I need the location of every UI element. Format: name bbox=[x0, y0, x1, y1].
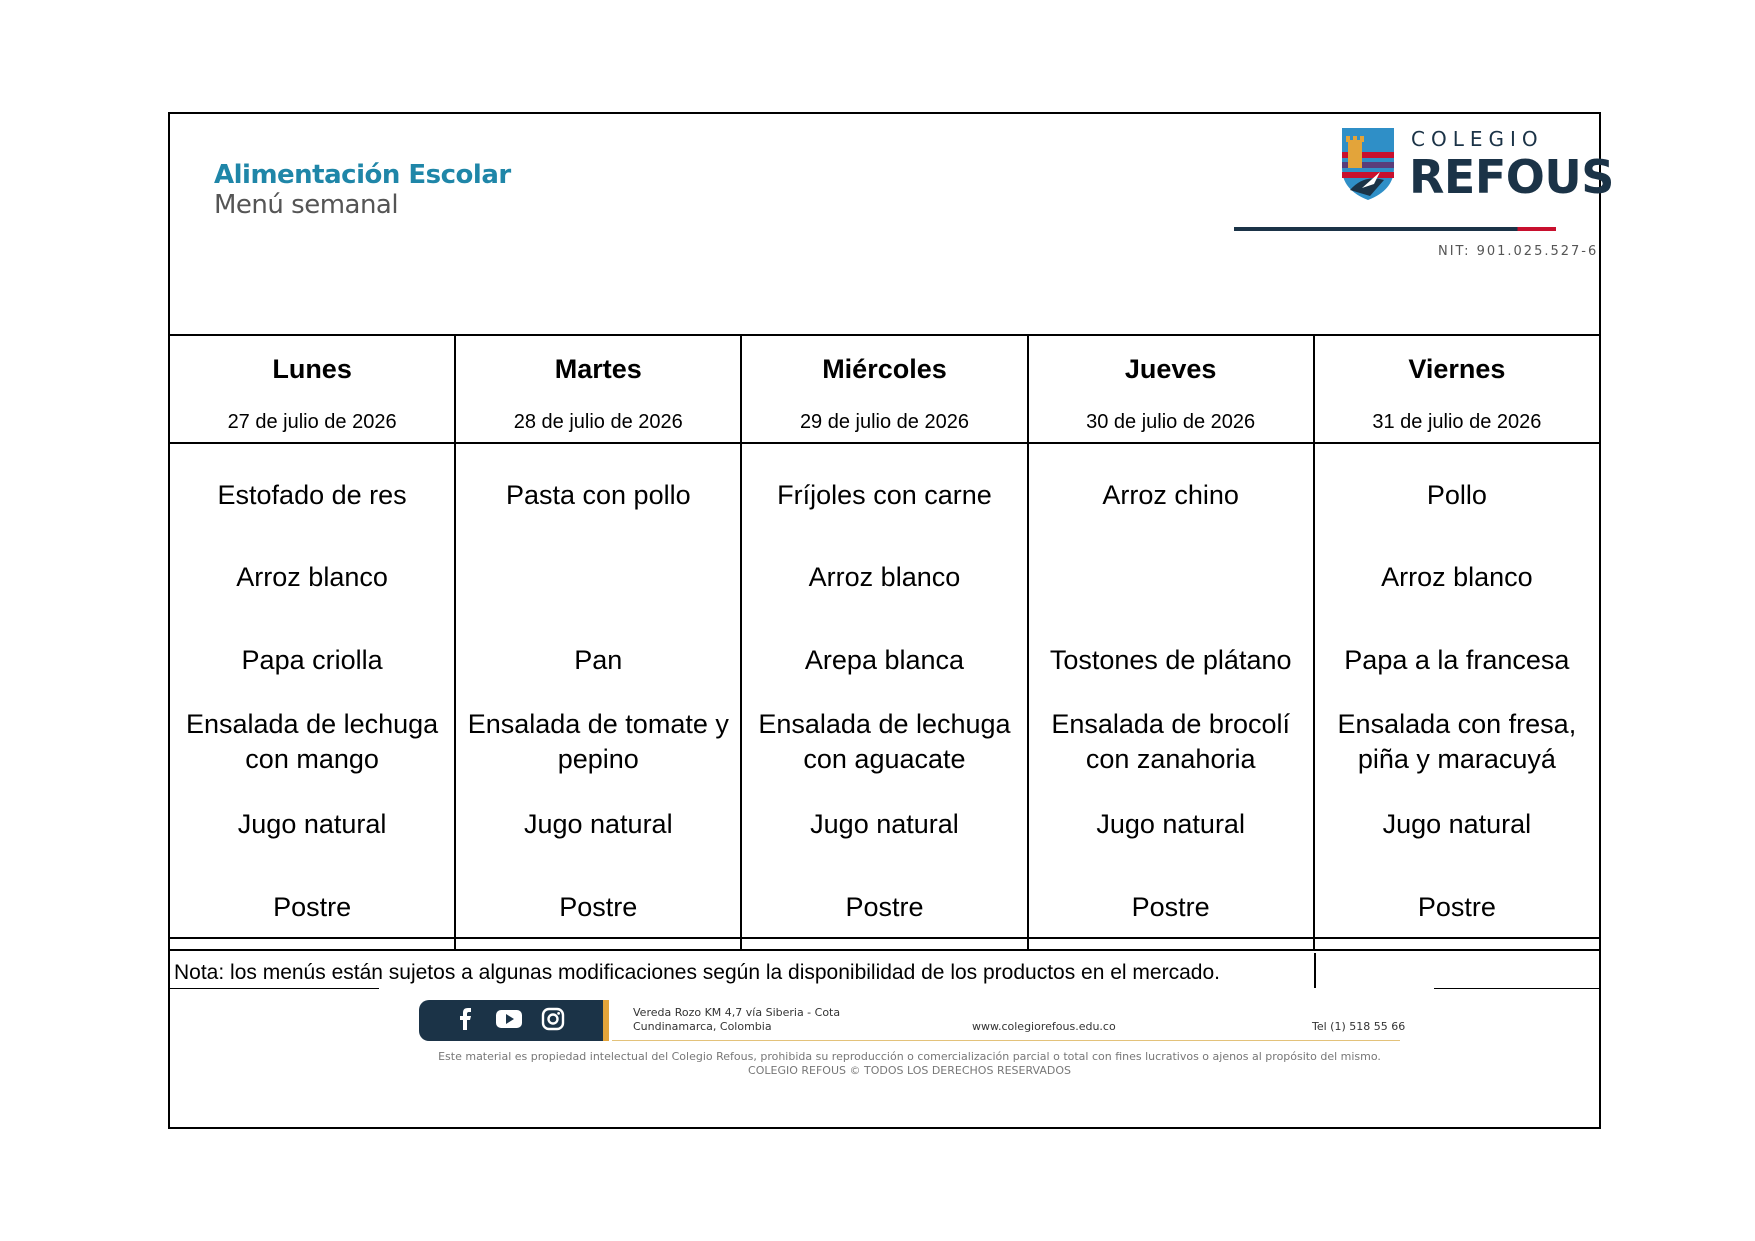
days-header-row bbox=[169, 335, 1600, 443]
footer-divider bbox=[612, 1040, 1400, 1041]
instagram-icon[interactable] bbox=[540, 1006, 566, 1032]
menu-item: Fríjoles con carne bbox=[777, 480, 992, 510]
menu-item: Postre bbox=[273, 892, 352, 922]
menu-item: Postre bbox=[1417, 892, 1496, 922]
menu-item: Jugo natural bbox=[1382, 809, 1532, 839]
nit-text: NIT: 901.025.527-6 bbox=[1438, 244, 1599, 259]
menu-item: Papa a la francesa bbox=[1344, 645, 1570, 675]
menu-item: Ensalada de brocolí con zanahoria bbox=[1051, 709, 1290, 774]
logo-colegio-text: COLEGIO bbox=[1411, 127, 1544, 151]
youtube-icon[interactable] bbox=[496, 1006, 522, 1032]
menu-item: Ensalada con fresa, piña y maracuyá bbox=[1337, 709, 1577, 774]
day-header-martes bbox=[455, 335, 741, 443]
day-date: 28 de julio de 2026 bbox=[513, 411, 683, 433]
school-shield-logo bbox=[1340, 126, 1396, 202]
spacer-row bbox=[169, 938, 1600, 950]
day-name: Jueves bbox=[1124, 354, 1217, 384]
logo-divider bbox=[1234, 227, 1556, 231]
day-date: 30 de julio de 2026 bbox=[1086, 411, 1256, 433]
social-bar-accent bbox=[603, 1000, 609, 1041]
website-link[interactable]: www.colegiorefous.edu.co bbox=[972, 1020, 1116, 1033]
day-name: Lunes bbox=[272, 354, 352, 384]
day-header-miercoles bbox=[741, 335, 1027, 443]
logo-refous-text: REFOUS bbox=[1409, 150, 1614, 204]
menu-item: Postre bbox=[559, 892, 638, 922]
food-row bbox=[169, 443, 1600, 938]
address-line: Cundinamarca, Colombia bbox=[633, 1020, 772, 1033]
spacer-cell bbox=[741, 938, 1027, 950]
weekly-menu-table bbox=[168, 334, 1601, 951]
spacer-cell bbox=[455, 938, 741, 950]
phone-number: Tel (1) 518 55 66 bbox=[1312, 1020, 1406, 1033]
menu-item: Pan bbox=[574, 645, 623, 675]
note-divider-left bbox=[169, 988, 379, 989]
menu-item: Arroz blanco bbox=[1381, 562, 1533, 592]
spacer-cell bbox=[1028, 938, 1314, 950]
menu-item: Papa criolla bbox=[241, 645, 383, 675]
menu-item: Pasta con pollo bbox=[505, 480, 691, 510]
menu-lunes bbox=[169, 443, 455, 938]
menu-viernes bbox=[1314, 443, 1600, 938]
menu-item: Ensalada de tomate y pepino bbox=[467, 709, 729, 774]
menu-item: Estofado de res bbox=[217, 480, 407, 510]
menu-item: Arepa blanca bbox=[804, 645, 965, 675]
address-line: Vereda Rozo KM 4,7 vía Siberia - Cota bbox=[633, 1006, 841, 1019]
header-subtitle: Menú semanal bbox=[214, 190, 399, 220]
menu-item: Ensalada de lechuga con mango bbox=[185, 709, 439, 774]
copyright-line: COLEGIO REFOUS © TODOS LOS DERECHOS RESERVADOS bbox=[748, 1064, 1071, 1077]
address bbox=[633, 1006, 840, 1034]
menu-item: Arroz blanco bbox=[236, 562, 388, 592]
menu-jueves bbox=[1028, 443, 1314, 938]
day-date: 27 de julio de 2026 bbox=[227, 411, 397, 433]
day-header-jueves bbox=[1028, 335, 1314, 443]
day-header-lunes bbox=[169, 335, 455, 443]
menu-item: Pollo bbox=[1426, 480, 1487, 510]
menu-item: Jugo natural bbox=[237, 809, 387, 839]
legal-notice bbox=[419, 1050, 1400, 1078]
day-header-viernes bbox=[1314, 335, 1600, 443]
menu-item: Arroz blanco bbox=[808, 562, 961, 592]
menu-item: Postre bbox=[1131, 892, 1210, 922]
day-name: Miércoles bbox=[822, 354, 947, 384]
menu-item: Jugo natural bbox=[810, 809, 959, 839]
menu-item: Postre bbox=[845, 892, 924, 922]
day-date: 29 de julio de 2026 bbox=[799, 411, 969, 433]
day-date: 31 de julio de 2026 bbox=[1372, 411, 1542, 433]
header-title: Alimentación Escolar bbox=[214, 160, 511, 190]
menu-item: Jugo natural bbox=[1096, 809, 1245, 839]
day-name: Martes bbox=[554, 354, 642, 384]
spacer-cell bbox=[169, 938, 455, 950]
facebook-icon[interactable] bbox=[452, 1006, 478, 1032]
menu-note: Nota: los menús están sujetos a algunas modificaciones según la disponibilidad de los productos en el mercado. bbox=[174, 961, 1220, 984]
menu-item: Ensalada de lechuga con aguacate bbox=[758, 709, 1011, 774]
spacer-cell bbox=[1314, 938, 1600, 950]
menu-miercoles bbox=[741, 443, 1027, 938]
note-divider-right bbox=[1434, 988, 1600, 989]
day-name: Viernes bbox=[1408, 354, 1506, 384]
menu-item: Jugo natural bbox=[523, 809, 673, 839]
social-icons bbox=[452, 1006, 566, 1032]
menu-item: Tostones de plátano bbox=[1049, 645, 1292, 675]
note-cell-divider bbox=[1314, 953, 1316, 988]
menu-item: Arroz chino bbox=[1102, 480, 1239, 510]
legal-line: Este material es propiedad intelectual del Colegio Refous, prohibida su reproducción o comercialización parcial o total con fines lucrativos o ajenos al propósito del mismo. bbox=[438, 1050, 1381, 1063]
menu-martes bbox=[455, 443, 741, 938]
